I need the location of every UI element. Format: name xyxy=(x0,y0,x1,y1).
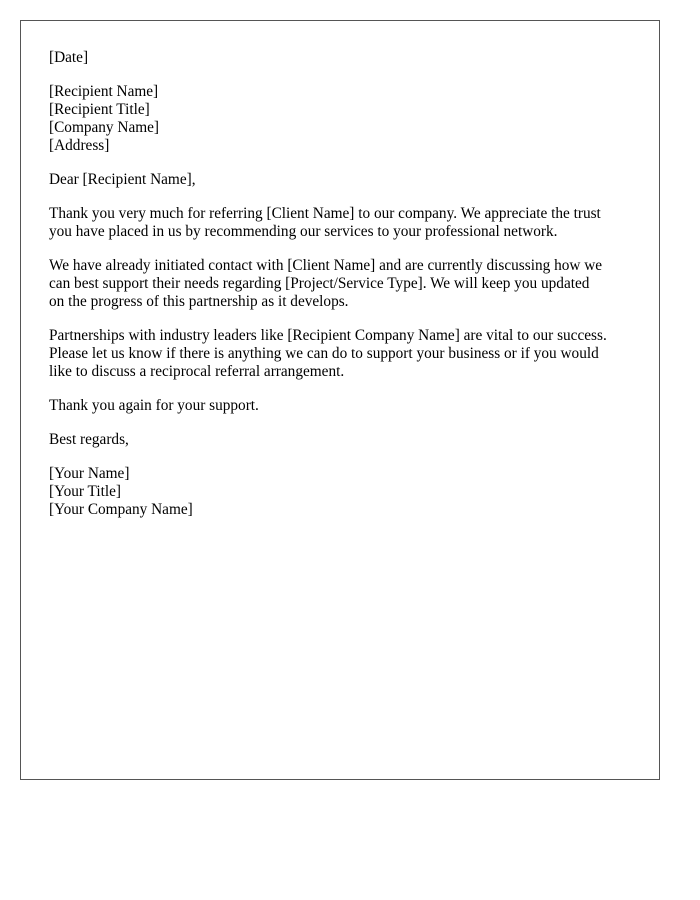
paragraph-partnership xyxy=(49,327,641,381)
salutation-block xyxy=(49,171,641,189)
paragraph-line: We have already initiated contact with [Client Name] and are currently discussing how we xyxy=(49,257,603,274)
paragraph-line: you have placed in us by recommending our services to your professional network. xyxy=(49,223,558,240)
date-block xyxy=(49,49,641,67)
recipient-address: [Address] xyxy=(49,137,110,154)
closing-block xyxy=(49,431,641,449)
paragraph-line: on the progress of this partnership as it develops. xyxy=(49,293,349,310)
paragraph-line: Thank you again for your support. xyxy=(49,397,259,414)
paragraph-thanks-again xyxy=(49,397,641,415)
signature-company: [Your Company Name] xyxy=(49,501,193,518)
closing: Best regards, xyxy=(49,431,129,448)
paragraph-line: like to discuss a reciprocal referral arrangement. xyxy=(49,363,345,380)
recipient-title: [Recipient Title] xyxy=(49,101,150,118)
recipient-company: [Company Name] xyxy=(49,119,160,136)
paragraph-line: Please let us know if there is anything we can do to support your business or if you would xyxy=(49,345,599,362)
letter-page xyxy=(20,20,660,780)
letter-body xyxy=(49,49,641,535)
paragraph-client-contact xyxy=(49,257,641,311)
paragraph-line: Thank you very much for referring [Client Name] to our company. We appreciate the trust xyxy=(49,205,601,222)
paragraph-line: can best support their needs regarding [Project/Service Type]. We will keep you updated xyxy=(49,275,590,292)
signature-block xyxy=(49,465,641,519)
signature-title: [Your Title] xyxy=(49,483,121,500)
recipient-address-block xyxy=(49,83,641,155)
letter-date: [Date] xyxy=(49,49,89,66)
recipient-name: [Recipient Name] xyxy=(49,83,159,100)
salutation: Dear [Recipient Name], xyxy=(49,171,196,188)
paragraph-line: Partnerships with industry leaders like [Recipient Company Name] are vital to our success. xyxy=(49,327,607,344)
paragraph-referral-thanks xyxy=(49,205,641,241)
signature-name: [Your Name] xyxy=(49,465,130,482)
